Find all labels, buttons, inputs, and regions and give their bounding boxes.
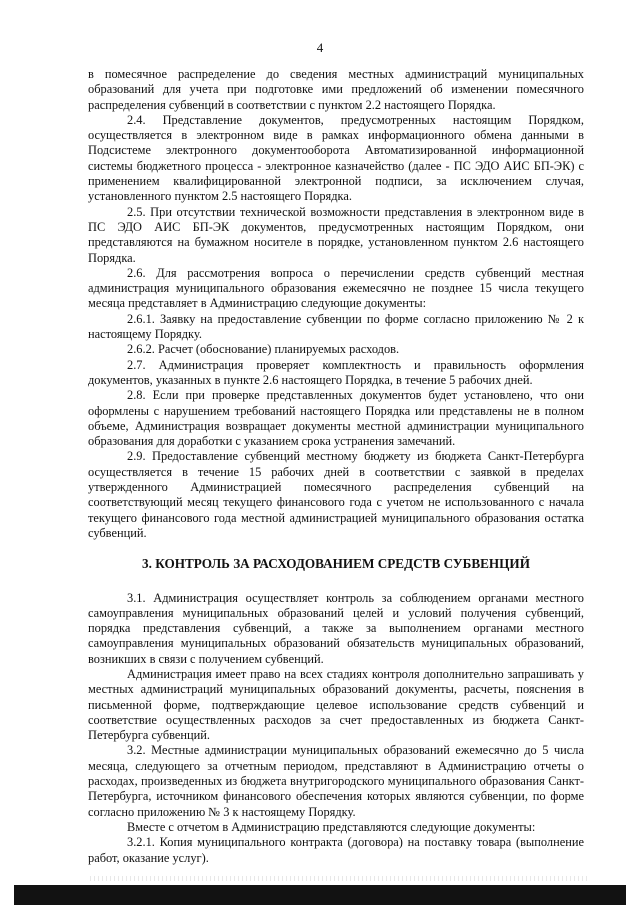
paragraph-2-6-1: 2.6.1. Заявку на предоставление субвенции по форме согласно приложению № 2 к настоящему Порядку.: [88, 311, 584, 342]
section-heading: 3. КОНТРОЛЬ ЗА РАСХОДОВАНИЕМ СРЕДСТВ СУБВЕНЦИЙ: [142, 556, 530, 572]
page-number: 4: [316, 40, 324, 55]
paragraph-2-6: 2.6. Для рассмотрения вопроса о перечислении средств субвенций местная администрация муниципального образования ежемесячно не позднее 15 числа текущего месяца представляет в Администрацию следующие документы:: [88, 265, 584, 311]
paragraph-3-2: 3.2. Местные администрации муниципальных образований ежемесячно до 5 числа месяца, следующего за отчетным периодом, представляют в Администрацию отчеты о расходах, произведенных из бюджета внутригородского муниципального образования Санкт-Петербурга, источником финансового обеспечения которых являются субвенции, по форме согласно приложению № 3 к настоящему Порядку.: [88, 743, 584, 819]
paragraph-administration-rights: Администрация имеет право на всех стадиях контроля дополнительно запрашивать у местных администраций муниципальных образований документы, расчеты, пояснения в письменной форме, подтверждающие целевое использование средств субвенций и соответствие осуществленных расходов за счет предоставленных из бюджета Санкт-Петербурга субвенций.: [88, 666, 584, 743]
paragraph-2-4: 2.4. Представление документов, предусмотренных настоящим Порядком, осуществляется в электронном виде в рамках информационного обмена данными в Подсистеме электронного документооборота Автоматизированной информационной системы бюджетного процесса - электронное казначейство (далее - ПС ЭДО АИС БП-ЭК) с применением квалифицированной электронной подписи, за исключением случая, установленного пунктом 2.5 настоящего Порядка.: [88, 112, 584, 204]
paragraph-2-6-2: 2.6.2. Расчет (обоснование) планируемых расходов.: [127, 342, 400, 357]
paragraph-2-5: 2.5. При отсутствии технической возможности представления в электронном виде в ПС ЭДО АИС БП-ЭК документов, предусмотренных настоящим Порядком, они представляются на бумажном носителе в порядке, установленном пунктом 2.6 настоящего Порядка.: [88, 204, 584, 265]
paragraph-continuation: в помесячное распределение до сведения местных администраций муниципальных образований для учета при подготовке ими предложений об изменении помесячного распределения субвенций в соответствии с пунктом 2.2 настоящего Порядка.: [88, 67, 584, 112]
document-body: [88, 67, 584, 866]
paragraph-documents-intro: Вместе с отчетом в Администрацию представляются следующие документы:: [127, 819, 536, 834]
paragraph-2-9: 2.9. Предоставление субвенций местному бюджету из бюджета Санкт-Петербурга осуществляется в течение 15 рабочих дней в соответствии с заявкой в пределах утвержденного Администрацией помесячного распределения субвенций на соответствующий месяц текущего финансового года с учетом не использованного с начала текущего финансового года местной администрацией муниципального образования остатка субвенций.: [88, 449, 584, 540]
paragraph-3-2-1: 3.2.1. Копия муниципального контракта (договора) на поставку товара (выполнение работ, оказание услуг).: [88, 835, 584, 865]
paragraph-3-1: 3.1. Администрация осуществляет контроль за соблюдением органами местного самоуправления муниципальных образований целей и условий получения субвенций, порядка представления субвенций, а также за выполнением органами местного самоуправления муниципальных образований обязательств муниципальных образований, возникших в связи с получением субвенций.: [88, 590, 584, 666]
scan-border: [14, 885, 626, 905]
paragraph-2-8: 2.8. Если при проверке представленных документов будет установлено, что они оформлены с нарушением требований настоящего Порядка или представлены не в полном объеме, Администрация возвращает документы местной администрации муниципального образования для доработки с указанием срока устранения замечаний.: [88, 388, 584, 449]
paragraph-2-7: 2.7. Администрация проверяет комплектность и правильность оформления документов, указанных в пункте 2.6 настоящего Порядка, в течение 5 рабочих дней.: [88, 357, 584, 387]
scan-noise: [90, 876, 590, 881]
